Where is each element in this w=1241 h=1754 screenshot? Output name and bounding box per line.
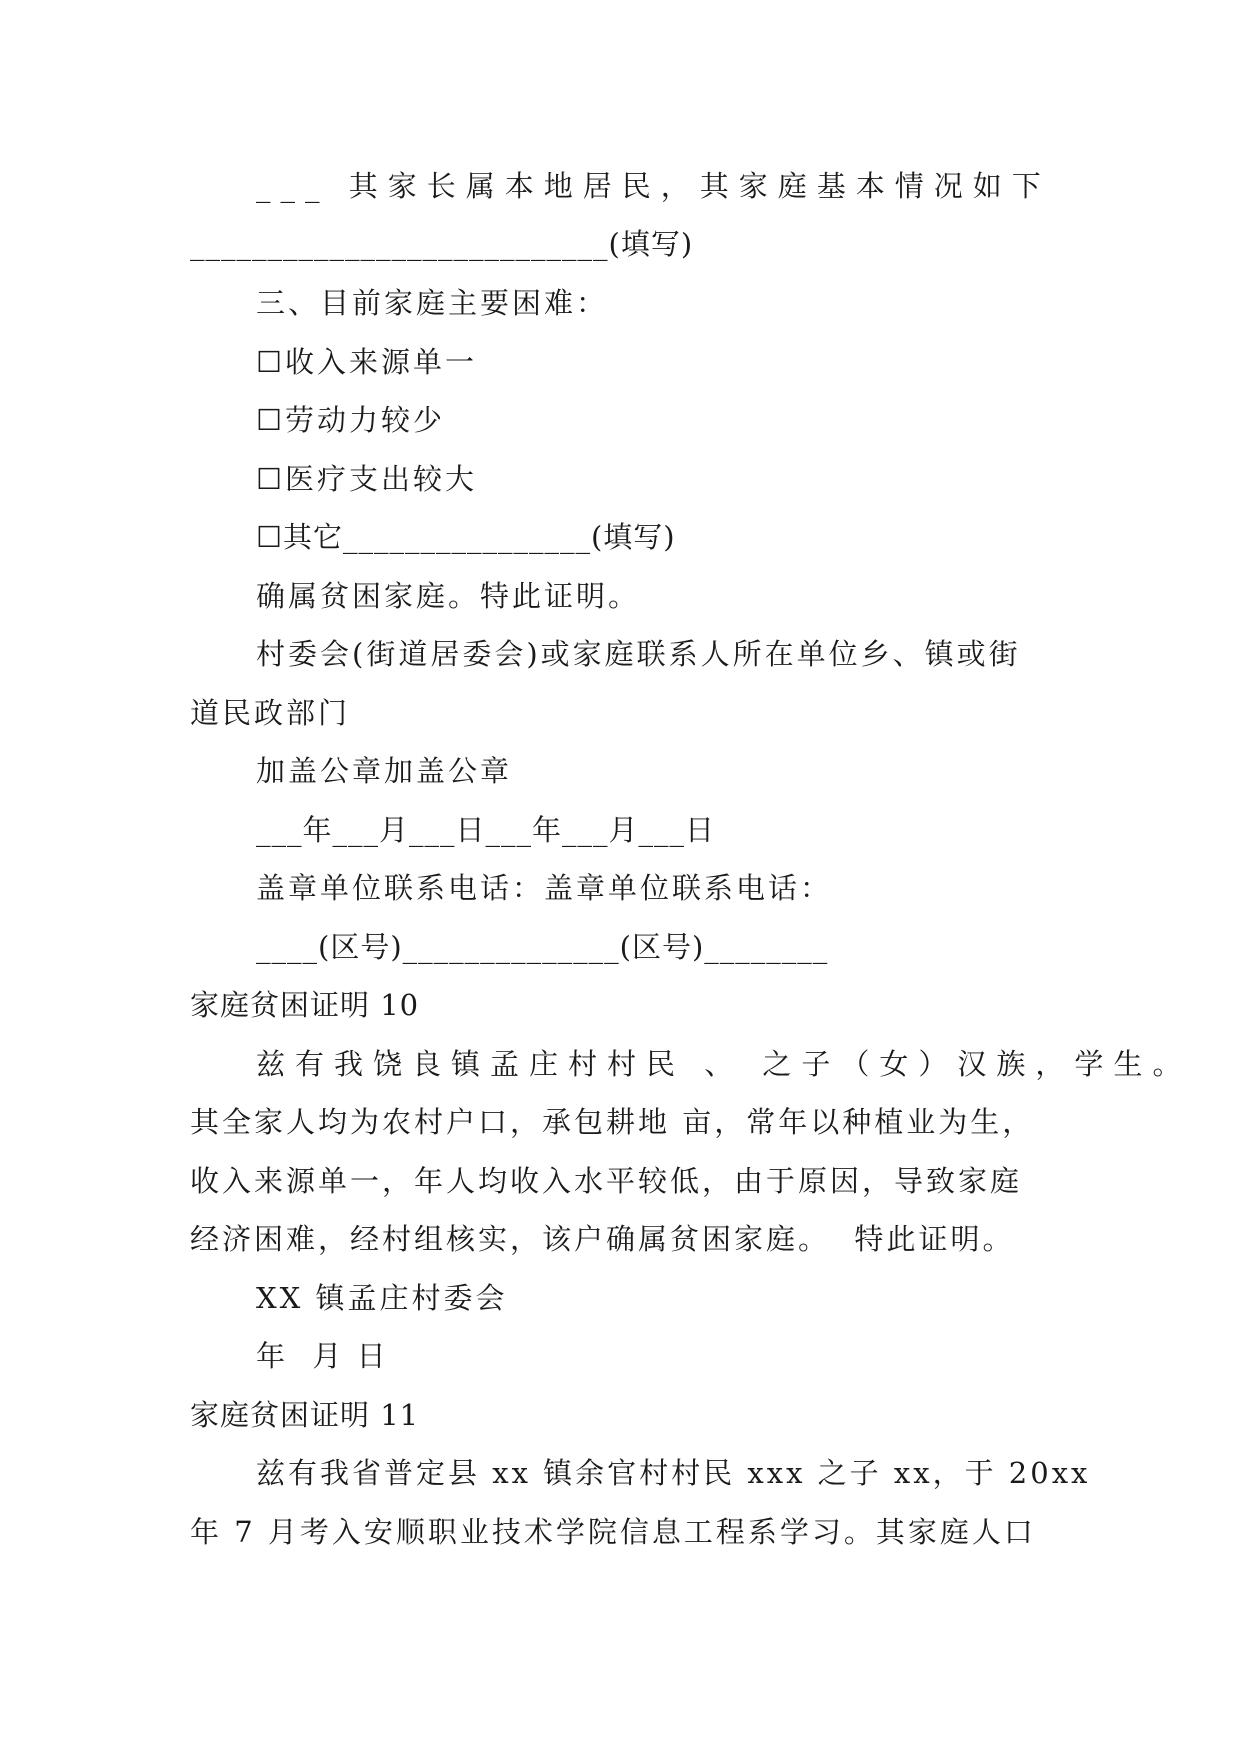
body-paragraph-line: 收入来源单一，年人均收入水平较低，由于原因，导致家庭 xyxy=(190,1164,1023,1198)
household-info-line: ___ 其家长属本地居民，其家庭基本情况如下 xyxy=(256,169,1051,203)
seal-line: 加盖公章加盖公章 xyxy=(256,754,513,788)
date-line: ___年___月___日___年___月___日 xyxy=(256,813,716,847)
body-paragraph-line: 兹有我省普定县 xx 镇余官村村民 xxx 之子 xx，于 20xx xyxy=(256,1456,1091,1490)
issuer-line-2: 道民政部门 xyxy=(190,696,351,730)
certify-line: 确属贫困家庭。特此证明。 xyxy=(256,579,641,613)
fill-in-line: ___________________________(填写) xyxy=(190,227,694,261)
phone-fill-line: ____(区号)______________(区号)________ xyxy=(256,930,829,964)
doc-heading-11: 家庭贫困证明 11 xyxy=(190,1398,420,1432)
checkbox-item-income: ☐收入来源单一 xyxy=(256,345,477,379)
issuer-line-1: 村委会(街道居委会)或家庭联系人所在单位乡、镇或街 xyxy=(256,637,1021,671)
signature-date-line: 年 月 日 xyxy=(256,1339,389,1373)
body-paragraph-line: 年 7 月考入安顺职业技术学院信息工程系学习。其家庭人口 xyxy=(190,1515,1036,1549)
body-paragraph-line: 其全家人均为农村户口，承包耕地 亩，常年以种植业为生， xyxy=(190,1105,1035,1139)
signature-line: XX 镇孟庄村委会 xyxy=(256,1281,508,1315)
checkbox-item-other: ☐其它________________(填写) xyxy=(256,520,676,554)
section-heading: 三、目前家庭主要困难： xyxy=(256,286,609,320)
checkbox-item-medical: ☐医疗支出较大 xyxy=(256,462,477,496)
body-paragraph-line: 经济困难，经村组核实，该户确属贫困家庭。 特此证明。 xyxy=(190,1222,1015,1256)
doc-heading-10: 家庭贫困证明 10 xyxy=(190,988,420,1022)
phone-label-line: 盖章单位联系电话：盖章单位联系电话： xyxy=(256,871,833,905)
body-paragraph-line: 兹有我饶良镇孟庄村村民 、 之子（女）汉族，学生。 xyxy=(256,1047,1192,1081)
checkbox-item-labor: ☐劳动力较少 xyxy=(256,403,445,437)
